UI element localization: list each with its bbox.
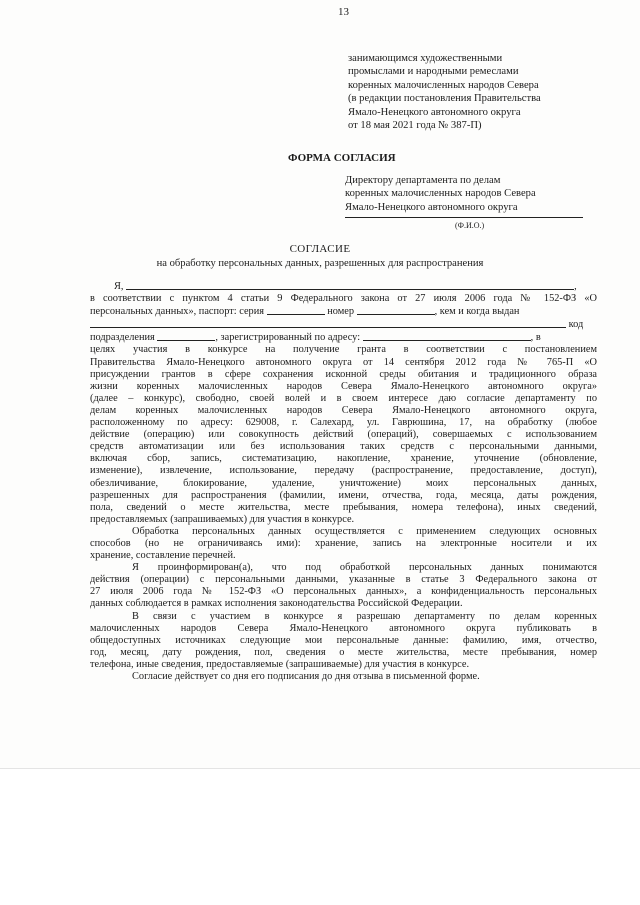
text-line: обезличивание, блокирование, удаление, уничтожение) моих персональных данных, [90, 477, 597, 489]
tail-text: , в [530, 332, 541, 344]
fio-blank-line [345, 217, 583, 218]
comma: , [574, 281, 577, 292]
appendix-note-line: промыслами и народными ремеслами [348, 66, 519, 78]
address-label: , зарегистрированный по адресу: [215, 332, 361, 344]
text-line: средств автоматизации или без использования таких средств с персональными данными, [90, 441, 597, 453]
code-label: код [568, 319, 584, 331]
text-line: общедоступных источниках следующие мои персональные данные: фамилию, имя, отчество, [90, 634, 597, 646]
law-reference-line: в соответствии с пунктом 4 статьи 9 Федерального закона от 27 июля 2006 года № 152-ФЗ «О [90, 293, 597, 305]
text-line: Обработка персональных данных осуществляется с применением следующих основных [132, 525, 597, 537]
subdivision-blank [157, 331, 215, 341]
text-line: жизни коренных малочисленных народов Севера Ямало-Ненецкого автономного округа» [90, 380, 597, 392]
text-line: Я проинформирован(а), что под обработкой персональных данных понимаются [132, 562, 597, 574]
paragraph-validity [90, 671, 597, 683]
page-number: 13 [338, 6, 349, 18]
text-line: расположенному по адресу: 629008, г. Салехард, ул. Гаврюшина, 17, на обработку (любое [90, 417, 597, 429]
addressee-line: Директору департамента по делам [345, 175, 501, 186]
appendix-note [348, 52, 618, 132]
text-line: целях участия в конкурсе на получение гранта в соответствии с постановлением [90, 344, 597, 356]
passport-series-label: персональных данных», паспорт: серия [90, 306, 265, 318]
text-line: данных соблюдается в рамках исполнения законодательства Российской Федерации. [90, 598, 463, 610]
fio-caption: (Ф.И.О.) [455, 221, 485, 230]
text-line: изменение), извлечение, использование, передачу (распространение, предоставление, доступ), [90, 465, 597, 477]
appendix-note-line: от 18 мая 2021 года № 387-П) [348, 120, 482, 132]
document-title: СОГЛАСИЕ [289, 243, 351, 255]
text-line: малочисленных народов Севера Ямало-Ненецкого автономного округа публиковать в [90, 622, 597, 634]
form-title: ФОРМА СОГЛАСИЯ [288, 152, 396, 164]
paragraph-methods [90, 526, 597, 562]
series-blank [267, 305, 325, 315]
text-line: делам коренных малочисленных народов Севера Ямало-Ненецкого автономного округа, [90, 404, 597, 416]
text-line: разрешенных для распространения (фамилии, имени, отчества, года, месяца, даты рождения, [90, 489, 597, 501]
subdivision-label: подразделения [90, 332, 155, 344]
address-blank [363, 331, 531, 341]
text-line: включая сбор, запись, систематизацию, накопление, хранение, уточнение (обновление, [90, 453, 597, 465]
passport-number-label: номер [327, 306, 355, 318]
appendix-note-line: коренных малочисленных народов Севера [348, 79, 539, 91]
text-line: Согласие действует со дня его подписания до дня отзыва в письменной форме. [132, 671, 480, 682]
consent-body [90, 280, 597, 683]
text-line: Правительства Ямало-Ненецкого автономного округа от 14 сентября 2012 года № 765-П «О [90, 356, 597, 368]
ya-label: Я, [114, 281, 124, 292]
addressee-line: коренных малочисленных народов Севера [345, 188, 536, 200]
document-subtitle: на обработку персональных данных, разрешенных для распространения [156, 258, 484, 269]
text-line: действия (операции) с персональными данными, указанные в статье 3 Федерального закона от [90, 574, 597, 586]
issued-by-label: , кем и когда выдан [434, 306, 520, 318]
text-line: телефона, иные сведения, предоставляемые (запрашиваемые) для участия в конкурсе. [90, 658, 470, 670]
text-line: действие (операцию) или совокупность действий (операций), совершаемых с использованием [90, 429, 597, 441]
text-line: год, месяц, дату рождения, пол, сведения о месте жительства, месте пребывания, номер [90, 646, 597, 658]
appendix-note-line: (в редакции постановления Правительства [348, 93, 541, 105]
addressee-line: Ямало-Ненецкого автономного округа [345, 201, 518, 213]
addressee-block [345, 174, 615, 214]
issued-blank [90, 318, 566, 328]
text-line: 27 июля 2006 года № 152-ФЗ «О персональных данных», а конфиденциальность персональных [90, 586, 597, 598]
address-line [90, 331, 597, 344]
name-blank [126, 280, 574, 290]
text-line: предоставляемых (запрашиваемых) для участия в конкурсе. [90, 513, 355, 525]
number-blank [357, 305, 435, 315]
text-line: присуждении грантов в сфере сохранения исконной среды обитания и традиционного образа [90, 368, 597, 380]
appendix-note-line: Ямало-Ненецкого автономного округа [348, 106, 521, 118]
issued-line [90, 318, 597, 331]
appendix-note-line: занимающимся художественными [348, 53, 503, 64]
paragraph-purpose [90, 344, 597, 525]
text-line: пола, сведений о месте жительства, месте пребывания, номера телефона), иных сведений, [90, 501, 597, 513]
paragraph-publication [90, 611, 597, 671]
text-line: (далее – конкурс), свободно, своей волей и в своем интересе даю согласие департаменту по [90, 392, 597, 404]
name-fill-line [90, 280, 597, 293]
text-line: хранение, составление перечней. [90, 550, 236, 562]
paragraph-informed [90, 562, 597, 610]
passport-line [90, 305, 597, 318]
text-line: В связи с участием в конкурсе я разрешаю департаменту по делам коренных [132, 610, 597, 622]
text-line: способов (но не ограничиваясь ими): хранение, запись на электронные носители и их [90, 537, 597, 549]
